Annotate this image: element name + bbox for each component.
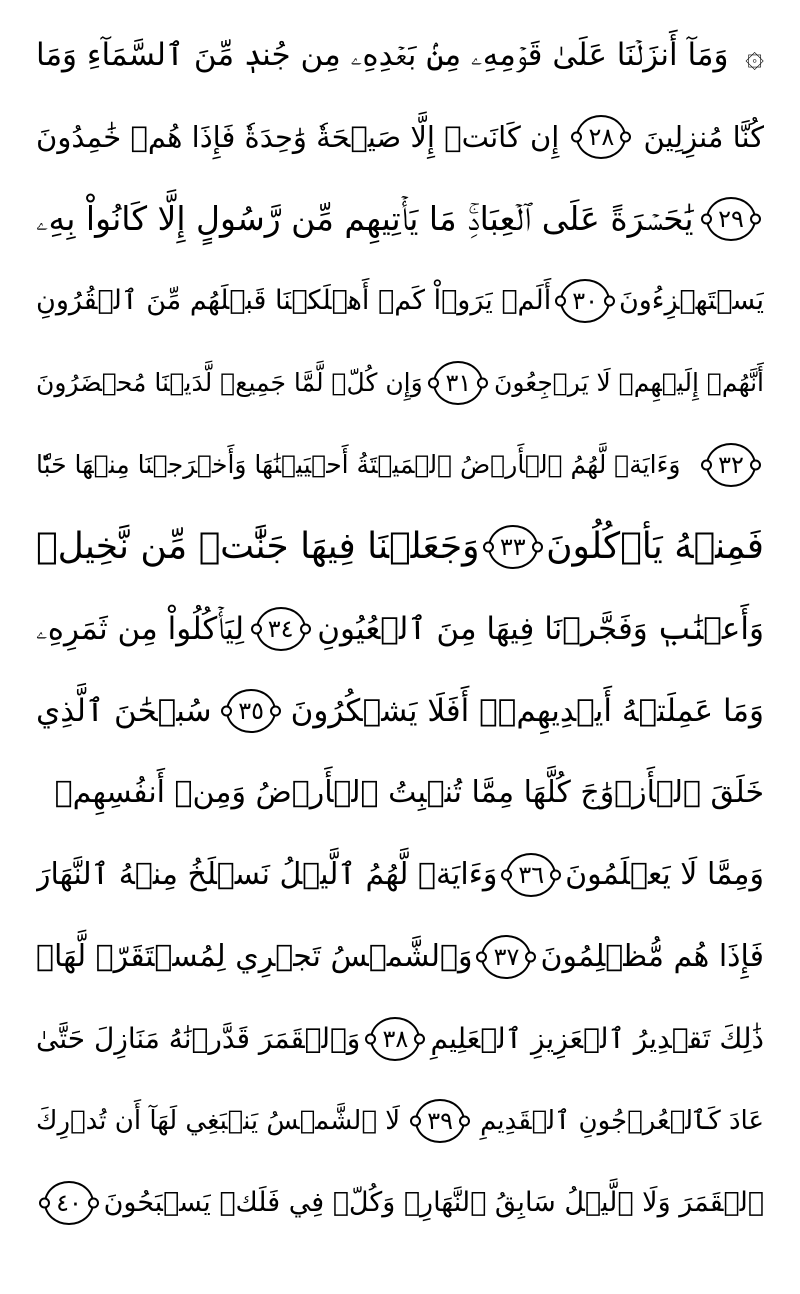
verse-number-marker: ٢٩	[706, 197, 756, 241]
text-line	[36, 14, 764, 96]
text-line	[36, 588, 764, 670]
verse-text: خَلَقَ ٱلۡأَزۡوَٰجَ كُلَّهَا مِمَّا تُنۢبِتُ ٱلۡأَرۡضُ وَمِنۡ أَنفُسِهِمۡ	[54, 775, 764, 810]
verse-text: سُبۡحَٰنَ ٱلَّذِي	[36, 693, 212, 729]
verse-text: وَءَايَةٞ لَّهُمُ ٱلَّيۡلُ نَسۡلَخُ مِنۡهُ ٱلنَّهَارَ	[36, 857, 498, 892]
verse-text: ذَٰلِكَ تَقۡدِيرُ ٱلۡعَزِيزِ ٱلۡعَلِيمِ	[430, 1022, 764, 1055]
verse-number-marker: ٣٤	[256, 607, 306, 651]
verse-text: وَإِن كُلّٞ لَّمَّا جَمِيعٞ لَّدَيۡنَا مُحۡضَرُونَ	[36, 368, 423, 397]
verse-text: فَمِنۡهُ يَأۡكُلُونَ	[546, 526, 764, 567]
verse-text: وَٱلشَّمۡسُ تَجۡرِي لِمُسۡتَقَرّٖ لَّهَاۚ	[36, 939, 473, 974]
verse-number-marker: ٣٣	[488, 525, 538, 569]
verse-text: عَادَ كَٱلۡعُرۡجُونِ ٱلۡقَدِيمِ	[480, 1106, 764, 1136]
verse-number-marker: ٣١	[433, 361, 483, 405]
text-line	[36, 1162, 764, 1244]
verse-text: وَمَآ أَنزَلۡنَا عَلَىٰ قَوۡمِهِۦ مِنۢ بَعۡدِهِۦ مِن جُندٖ مِّنَ ٱلسَّمَآءِ وَمَا	[36, 37, 729, 73]
verse-text: وَٱلۡقَمَرَ قَدَّرۡنَٰهُ مَنَازِلَ حَتَّىٰ	[36, 1022, 361, 1055]
text-line	[36, 916, 764, 998]
verse-text: أَلَمۡ يَرَوۡاْ كَمۡ أَهۡلَكۡنَا قَبۡلَهُم مِّنَ ٱلۡقُرُونِ	[36, 285, 552, 316]
verse-text: كُنَّا مُنزِلِينَ	[643, 120, 764, 154]
verse-text: يَسۡتَهۡزِءُونَ	[618, 285, 764, 316]
verse-number-marker: ٣٥	[226, 689, 276, 733]
verse-number-marker: ٢٨	[576, 115, 626, 159]
verse-number-marker: ٣٩	[415, 1099, 465, 1143]
verse-text: وَأَعۡنَٰبٖ وَفَجَّرۡنَا فِيهَا مِنَ ٱلۡعُيُونِ	[317, 611, 764, 647]
verse-text: إِن كَانَتۡ إِلَّا صَيۡحَةٗ وَٰحِدَةٗ فَإِذَا هُمۡ خَٰمِدُونَ	[36, 120, 560, 154]
verse-number-marker: ٣٧	[481, 935, 531, 979]
verse-text: لِيَأۡكُلُواْ مِن ثَمَرِهِۦ	[36, 611, 245, 647]
verse-text: ٱلۡقَمَرَ وَلَا ٱلَّيۡلُ سَابِقُ ٱلنَّهَارِۚ وَكُلّٞ فِي فَلَكٖ يَسۡبَحُونَ	[103, 1187, 764, 1218]
text-line	[36, 342, 764, 424]
verse-text: أَنَّهُمۡ إِلَيۡهِمۡ لَا يَرۡجِعُونَ	[494, 368, 764, 397]
verse-number-marker: ٣٠	[560, 279, 610, 323]
verse-text: فَإِذَا هُم مُّظۡلِمُونَ	[540, 939, 764, 974]
verse-text: وَجَعَلۡنَا فِيهَا جَنَّٰتٖ مِّن نَّخِيلٖ	[36, 526, 480, 567]
verse-number-marker: ٤٠	[44, 1181, 94, 1225]
rub-el-hizb-icon: ۞	[745, 36, 764, 74]
text-line	[36, 670, 764, 752]
text-line	[36, 998, 764, 1080]
verse-number-marker: ٣٦	[506, 853, 556, 897]
text-line	[36, 834, 764, 916]
text-line	[36, 96, 764, 178]
verse-text: لَا ٱلشَّمۡسُ يَنۢبَغِي لَهَآ أَن تُدۡرِكَ	[36, 1106, 401, 1136]
text-line	[36, 178, 764, 260]
text-line	[36, 260, 764, 342]
verse-number-marker: ٣٢	[706, 443, 756, 487]
verse-text: وَمِمَّا لَا يَعۡلَمُونَ	[565, 857, 764, 892]
text-line	[36, 1080, 764, 1162]
text-line	[36, 424, 764, 506]
verse-number-marker: ٣٨	[370, 1017, 420, 1061]
text-line	[36, 506, 764, 588]
verse-text: وَءَايَةٞ لَّهُمُ ٱلۡأَرۡضُ ٱلۡمَيۡتَةُ أَحۡيَيۡنَٰهَا وَأَخۡرَجۡنَا مِنۡهَا حَبّٗا	[36, 450, 681, 479]
verse-text: يَٰحَسۡرَةً عَلَى ٱلۡعِبَادِۚ مَا يَأۡتِيهِم مِّن رَّسُولٍ إِلَّا كَانُواْ بِهِۦ	[36, 199, 694, 238]
text-line	[36, 752, 764, 834]
verse-text: وَمَا عَمِلَتۡهُ أَيۡدِيهِمۡۚ أَفَلَا يَشۡكُرُونَ	[290, 693, 764, 729]
